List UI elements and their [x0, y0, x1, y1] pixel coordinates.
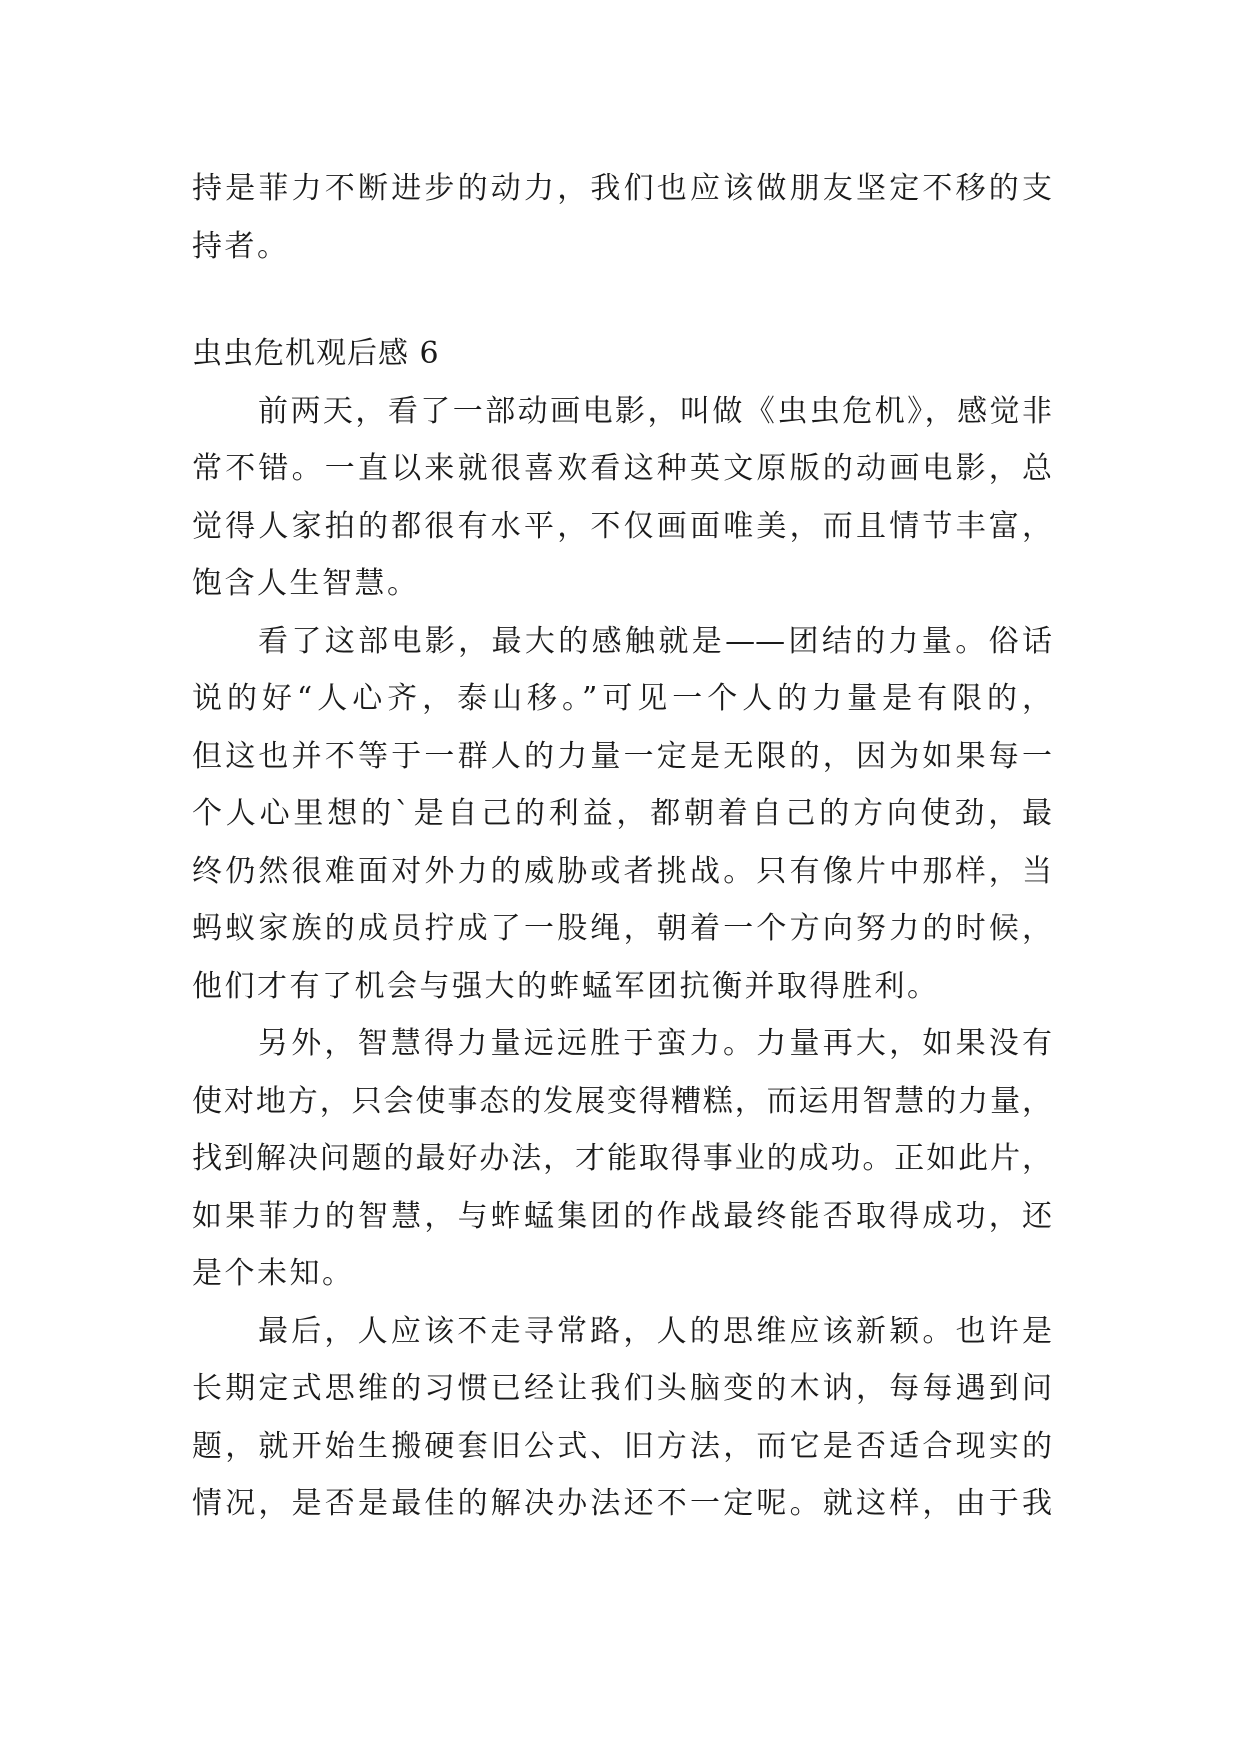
paragraph-line: 他们才有了机会与强大的蚱蜢军团抗衡并取得胜利。	[192, 968, 940, 1004]
paragraph-line: 觉得人家拍的都很有水平，不仅画面唯美，而且情节丰富，	[192, 508, 1052, 544]
paragraph-line: 前两天，看了一部动画电影，叫做《虫虫危机》，感觉非	[258, 393, 1052, 429]
paragraph-line: 终仍然很难面对外力的威胁或者挑战。只有像片中那样，当	[192, 853, 1052, 889]
paragraph-line: 常不错。一直以来就很喜欢看这种英文原版的动画电影，总	[192, 451, 1052, 486]
paragraph-3	[192, 1015, 1052, 1303]
paragraph-line: 使对地方，只会使事态的发展变得糟糕，而运用智慧的力量，	[192, 1083, 1052, 1119]
paragraph-line: 最后，人应该不走寻常路，人的思维应该新颖。也许是	[258, 1313, 1052, 1349]
paragraph-line: 如果菲力的智慧，与蚱蜢集团的作战最终能否取得成功，还	[192, 1198, 1052, 1234]
paragraph-line: 情况，是否是最佳的解决办法还不一定呢。就这样，由于我	[192, 1486, 1052, 1521]
intro-paragraph	[192, 160, 1052, 275]
paragraph-line: 持者。	[192, 228, 290, 264]
document-page	[192, 160, 1052, 1533]
paragraph-line: 持是菲力不断进步的动力，我们也应该做朋友坚定不移的支	[192, 171, 1052, 206]
section-gap	[192, 275, 1052, 325]
paragraph-line: 饱含人生智慧。	[192, 566, 420, 601]
paragraph-line: 说的好“人心齐，泰山移。”可见一个人的力量是有限的，	[192, 681, 1052, 716]
paragraph-line: 题，就开始生搬硬套旧公式、旧方法，而它是否适合现实的	[192, 1428, 1052, 1464]
paragraph-2	[192, 613, 1052, 1016]
paragraph-line: 看了这部电影，最大的感触就是——团结的力量。俗话	[258, 623, 1052, 659]
paragraph-line: 找到解决问题的最好办法，才能取得事业的成功。正如此片，	[192, 1141, 1052, 1176]
paragraph-line: 但这也并不等于一群人的力量一定是无限的，因为如果每一	[192, 738, 1052, 774]
paragraph-4	[192, 1303, 1052, 1533]
section-title: 虫虫危机观后感 6	[192, 336, 440, 371]
paragraph-line: 个人心里想的`是自己的利益，都朝着自己的方向使劲，最	[192, 796, 1052, 831]
paragraph-line: 长期定式思维的习惯已经让我们头脑变的木讷，每每遇到问	[192, 1371, 1052, 1406]
paragraph-line: 是个未知。	[192, 1256, 355, 1291]
paragraph-line: 蚂蚁家族的成员拧成了一股绳，朝着一个方向努力的时候，	[192, 911, 1052, 946]
paragraph-1	[192, 383, 1052, 613]
paragraph-line: 另外，智慧得力量远远胜于蛮力。力量再大，如果没有	[258, 1026, 1052, 1061]
